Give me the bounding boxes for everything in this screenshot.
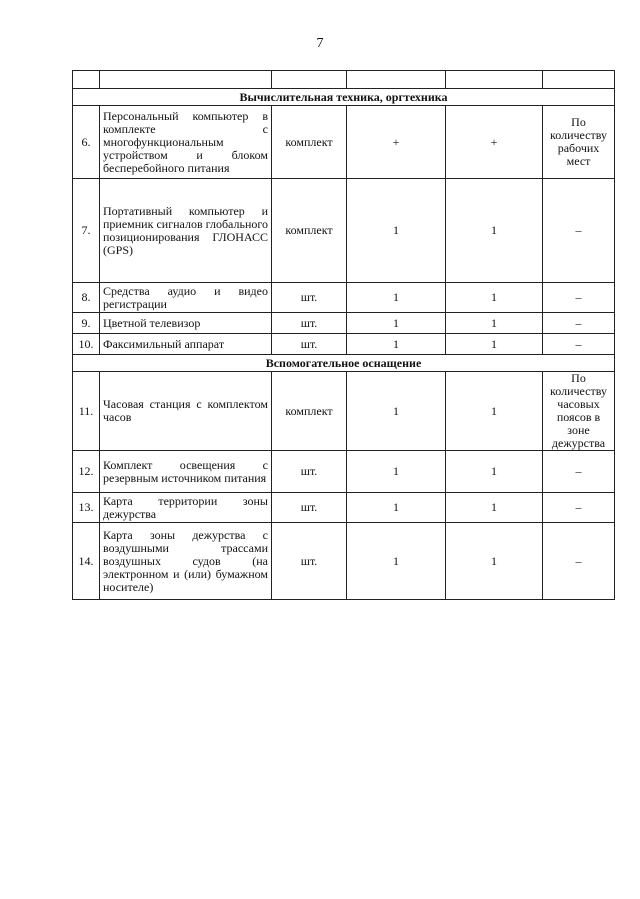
item-unit: комплект <box>272 106 347 179</box>
item-quantity-2: 1 <box>446 313 543 334</box>
item-quantity-2: 1 <box>446 283 543 313</box>
item-name: Цветной телевизор <box>100 313 272 334</box>
item-quantity-2: + <box>446 106 543 179</box>
section-heading-row <box>73 89 615 106</box>
item-quantity-2: 1 <box>446 334 543 355</box>
table-row <box>73 106 615 179</box>
item-note: – <box>543 334 615 355</box>
header-cell <box>100 71 272 89</box>
item-note: – <box>543 313 615 334</box>
header-cell <box>272 71 347 89</box>
item-name: Портативный компьютер и приемник сигналов глобального позиционирования ГЛОНАСС (GPS) <box>100 179 272 283</box>
section-title: Вспомогательное оснащение <box>73 355 615 372</box>
item-quantity-1: 1 <box>347 179 446 283</box>
item-name: Часовая станция с комплектом часов <box>100 372 272 451</box>
row-number: 11. <box>73 372 100 451</box>
item-quantity-2: 1 <box>446 451 543 493</box>
item-quantity-1: 1 <box>347 523 446 600</box>
item-unit: шт. <box>272 283 347 313</box>
item-quantity-2: 1 <box>446 493 543 523</box>
item-unit: шт. <box>272 493 347 523</box>
item-quantity-1: 1 <box>347 313 446 334</box>
row-number: 6. <box>73 106 100 179</box>
row-number: 13. <box>73 493 100 523</box>
item-quantity-1: + <box>347 106 446 179</box>
table-header-row <box>73 71 615 89</box>
row-number: 8. <box>73 283 100 313</box>
item-note: По количеству рабочих мест <box>543 106 615 179</box>
section-heading-row <box>73 355 615 372</box>
item-quantity-1: 1 <box>347 283 446 313</box>
item-quantity-2: 1 <box>446 372 543 451</box>
item-name: Персональный компьютер в комплекте с многофункциональным устройством и блоком бесперебойного питания <box>100 106 272 179</box>
item-name: Карта территории зоны дежурства <box>100 493 272 523</box>
row-number: 14. <box>73 523 100 600</box>
table-row <box>73 451 615 493</box>
header-cell <box>543 71 615 89</box>
table-row <box>73 334 615 355</box>
header-cell <box>446 71 543 89</box>
row-number: 12. <box>73 451 100 493</box>
item-quantity-2: 1 <box>446 179 543 283</box>
item-unit: шт. <box>272 523 347 600</box>
item-name: Средства аудио и видео регистрации <box>100 283 272 313</box>
table-row <box>73 283 615 313</box>
item-unit: шт. <box>272 451 347 493</box>
item-quantity-2: 1 <box>446 523 543 600</box>
row-number: 9. <box>73 313 100 334</box>
item-quantity-1: 1 <box>347 493 446 523</box>
row-number: 10. <box>73 334 100 355</box>
table-row <box>73 493 615 523</box>
table-row <box>73 179 615 283</box>
item-note: – <box>543 179 615 283</box>
table-row <box>73 523 615 600</box>
item-unit: комплект <box>272 372 347 451</box>
item-unit: комплект <box>272 179 347 283</box>
item-note: – <box>543 451 615 493</box>
item-note: – <box>543 493 615 523</box>
item-quantity-1: 1 <box>347 451 446 493</box>
item-quantity-1: 1 <box>347 334 446 355</box>
item-note: – <box>543 523 615 600</box>
row-number: 7. <box>73 179 100 283</box>
item-name: Карта зоны дежурства с воздушными трассами воздушных судов (на электронном и (или) бумажном носителе) <box>100 523 272 600</box>
table-row <box>73 313 615 334</box>
item-name: Факсимильный аппарат <box>100 334 272 355</box>
item-note: По количеству часовых поясов в зоне дежурства <box>543 372 615 451</box>
equipment-table <box>72 70 615 600</box>
item-unit: шт. <box>272 334 347 355</box>
item-name: Комплект освещения с резервным источником питания <box>100 451 272 493</box>
page-number: 7 <box>316 36 324 51</box>
header-cell <box>347 71 446 89</box>
table-row <box>73 372 615 451</box>
section-title: Вычислительная техника, оргтехника <box>73 89 615 106</box>
header-cell <box>73 71 100 89</box>
item-quantity-1: 1 <box>347 372 446 451</box>
item-note: – <box>543 283 615 313</box>
item-unit: шт. <box>272 313 347 334</box>
